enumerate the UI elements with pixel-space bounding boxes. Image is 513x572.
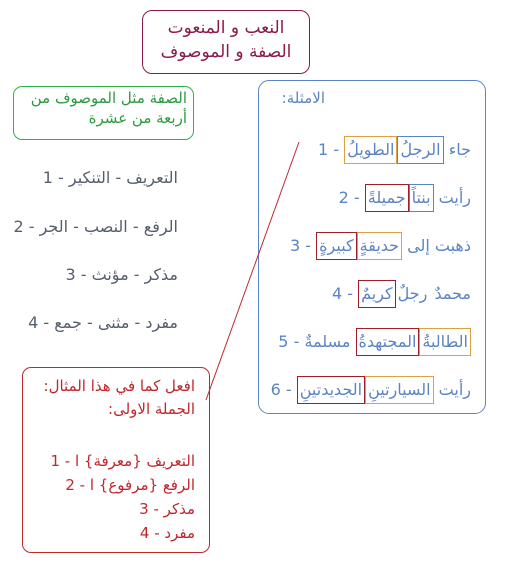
example-number: - 6 (270, 380, 297, 399)
example-adjective: الجديدتينِ (297, 376, 365, 404)
example-before: ذهبت إلى (402, 236, 471, 255)
example-after: مسلمةٌ (304, 332, 356, 351)
exercise-box (22, 367, 210, 553)
exercise-line-3: مذكر - 3 (139, 500, 195, 518)
exercise-line-4: مفرد - 4 (139, 524, 195, 542)
exercise-line-2: الرفع {مرفوع} ا - 2 (65, 476, 195, 494)
example-adjective: جميلةً (365, 184, 409, 212)
example-noun: حديقةٍ (357, 232, 402, 260)
example-number: - 1 (318, 140, 345, 159)
rule-item-4: مفرد - مثنى - جمع - 4 (28, 313, 178, 332)
example-adjective: كريمٌ (358, 280, 396, 308)
example-noun: رجلٌ (397, 284, 428, 303)
exercise-instruction: افعل كما في هذا المثال: (43, 377, 195, 395)
example-noun: الرجلُ (397, 136, 443, 164)
example-adjective: كبيرةٍ (316, 232, 356, 260)
exercise-subtitle: الجملة الاولى: (108, 400, 195, 418)
example-number: - 2 (338, 188, 365, 207)
example-adjective: الطويلُ (344, 136, 397, 164)
example-number: - 4 (331, 284, 359, 303)
example-noun: السيارتينِ (365, 376, 433, 404)
example-noun: الطالبةُ (419, 328, 471, 356)
example-number: - 3 (290, 236, 317, 255)
example-before: جاء (443, 140, 471, 159)
rule-item-2: الرفع - النصب - الجر - 2 (13, 217, 178, 236)
example-number: - 5 (278, 332, 305, 351)
rule-note-line-1: الصفة مثل الموصوف من (30, 89, 187, 107)
title-line-2: الصفة و الموصوف (160, 42, 292, 62)
example-before: محمدٌ (429, 284, 471, 303)
example-before: رأيت (433, 380, 471, 399)
rule-note-line-2: أربعة من عشرة (88, 109, 187, 127)
exercise-line-1: التعريف {معرفة} ا - 1 (50, 452, 195, 470)
examples-heading: الامثلة: (281, 89, 325, 107)
example-noun: بنتاً (409, 184, 434, 212)
example-before: رأيت (433, 188, 471, 207)
rule-item-3: مذكر - مؤنث - 3 (65, 265, 178, 284)
rule-item-1: التعريف - التنكير - 1 (42, 168, 178, 187)
title-line-1: النعب و المنعوت (167, 18, 285, 38)
example-adjective: المجتهدةُ (356, 328, 420, 356)
